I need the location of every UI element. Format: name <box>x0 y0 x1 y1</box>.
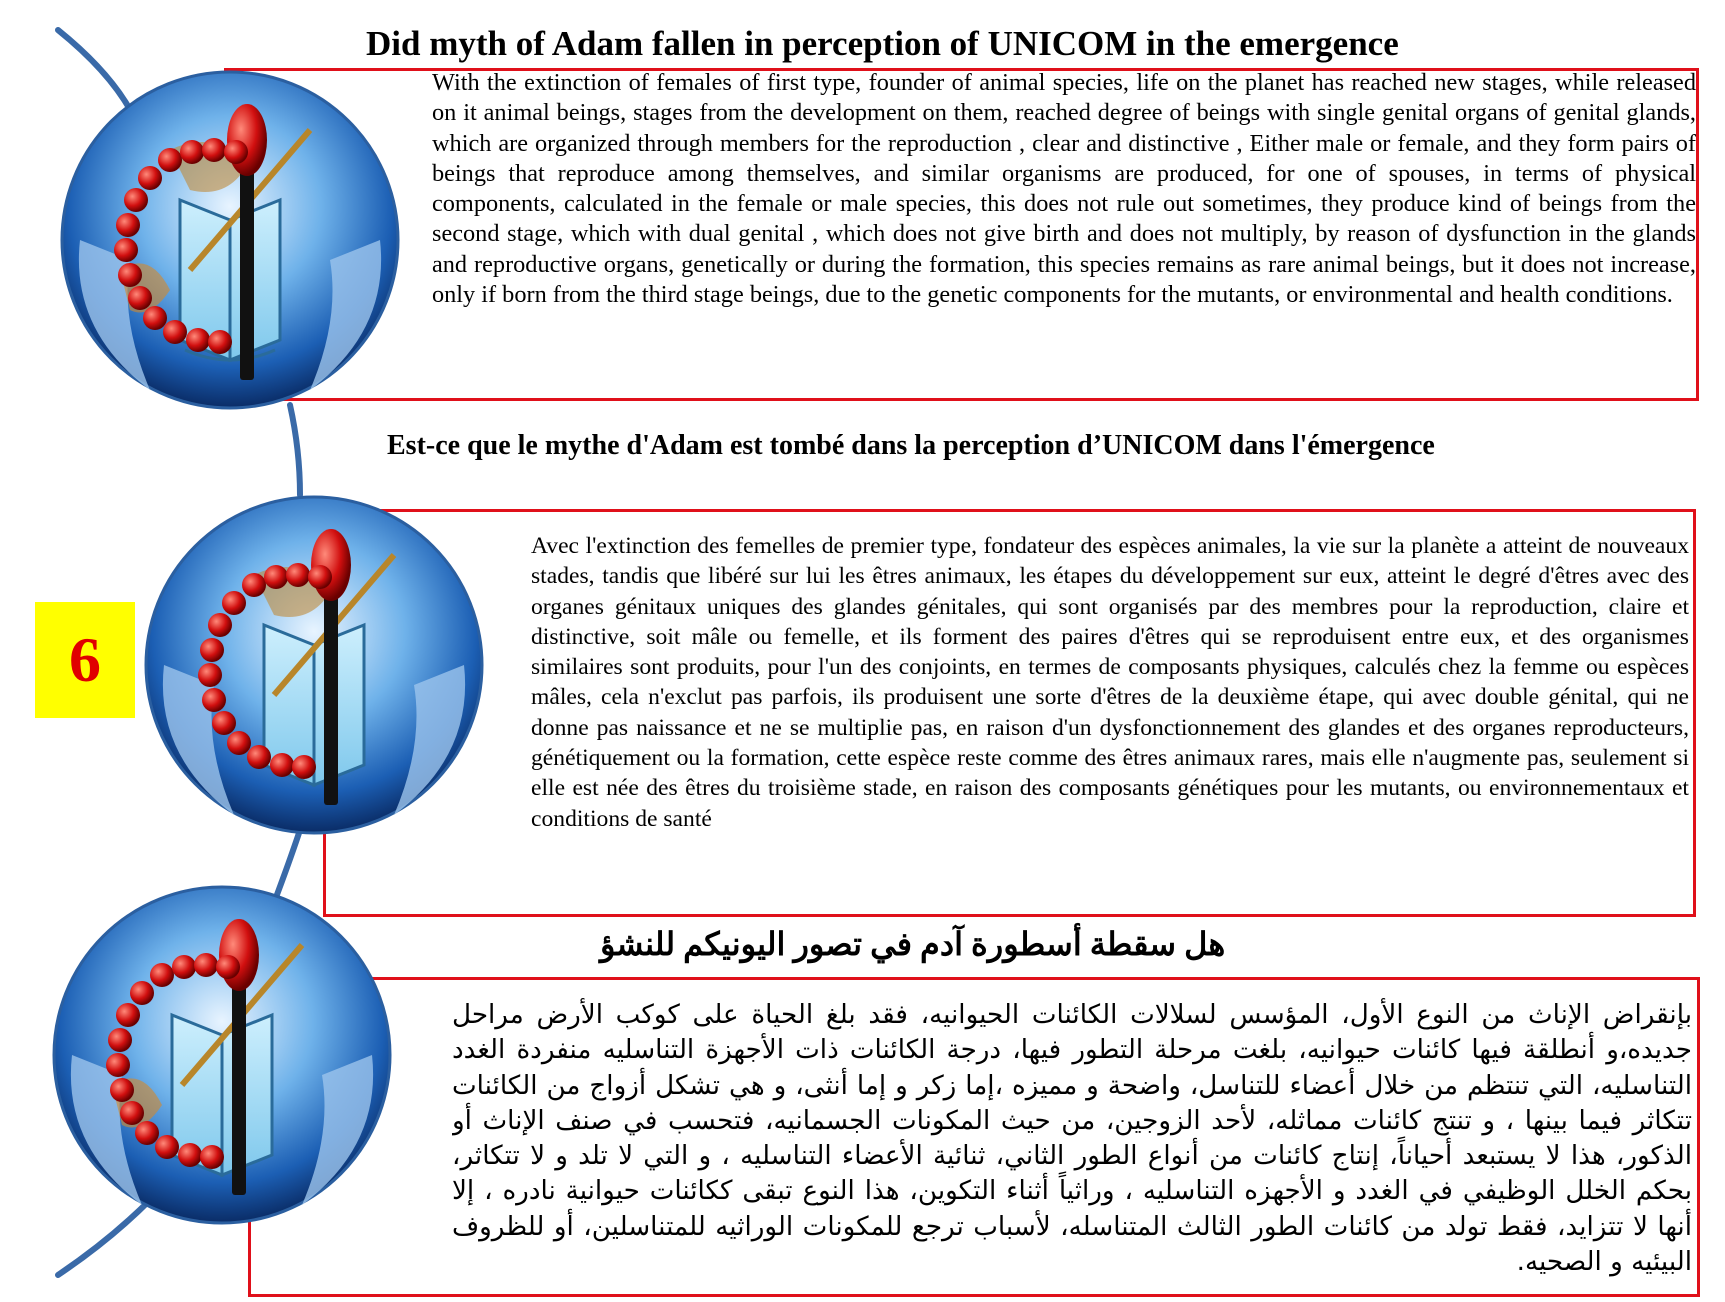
globe-emblem-icon <box>52 885 392 1225</box>
arabic-title: هل سقطة أسطورة آدم في تصور اليونيكم للنشؤ <box>600 926 1226 962</box>
page-number-badge: 6 <box>35 602 135 718</box>
french-title: Est-ce que le mythe d'Adam est tombé dans la perception d’UNICOM dans l'émergence <box>387 430 1435 461</box>
english-title: Did myth of Adam fallen in perception of UNICOM in the emergence <box>366 24 1399 63</box>
arabic-paragraph: بإنقراض الإناث من النوع الأول، المؤسس لسلالات الكائنات الحيوانيه، فقد بلغ الحياة على كوكب الأرض مراحل جديده،و أنطلقة فيها كائنات حيوانيه، بلغت مرحلة التطور فيها، درجة الكائنات ذات الأجهزة التناسليه منفردة الغدد التناسليه، التي تنتظم من خلال أعضاء للتناسل، واضحة و مميزه ،إما زكر و إما أنثى، و هي تشكل أزواج من الكائنات تتكاثر فيما بينها ، و تنتج كائنات مماثله، لأحد الزوجين، من حيث المكونات الجسمانيه، فتحسب في صنف الإناث أو الذكور، هذا لا يستبعد أحياناً، إنتاج كائنات من أنواع الطور الثاني، ثنائية الأعضاء التناسليه ، و التي لا تلد و لا تتكاثر، بحكم الخلل الوظيفي في الغدد و الأجهزه التناسليه ، وراثياً أثناء التكوين، هذا النوع تبقى ككائنات حيوانية نادره ، إلا أنها لا تتزايد، فقط تولد من كائنات الطور الثالث المتناسله، لأسباب ترجع للمكونات الوراثيه للمتناسلين، أو للظروف البيئيه و الصحيه. <box>452 1000 1692 1278</box>
globe-emblem-icon <box>60 70 400 410</box>
french-paragraph: Avec l'extinction des femelles de premier type, fondateur des espèces animales, la vie sur la planète a atteint de nouveaux stades, tandis que libéré sur lui les êtres animaux, les étapes du développement sur eux, atteint le degré d'êtres avec des organes génitaux uniques des glandes génitales, qui sont organisés par des membres pour la reproduction, claire et distinctive, soit mâle ou femelle, et ils forment des paires d'êtres qui se reproduisent entre eux, et des organismes similaires sont produits, pour l'un des conjoints, en termes de composants physiques, calculés chez la femme ou espèces mâles, cela n'exclut pas parfois, ils produisent une sorte d'êtres de la deuxième étape, qui avec double génital, qui ne donne pas naissance et ne se multiplie pas, en raison d'un dysfonctionnement des glandes et des organes reproducteurs, génétiquement ou la formation, cette espèce reste comme des êtres animaux rares, mais elle n'augmente pas, seulement si elle est née des êtres du troisième stade, en raison des composants génétiques pour les mutants, ou environnementaux et conditions de santé <box>531 533 1689 832</box>
globe-emblem-icon <box>144 495 484 835</box>
english-paragraph: With the extinction of females of first type, founder of animal species, life on the planet has reached new stages, while released on it animal beings, stages from the development on them, reached degree of beings with single genital organs of genital glands, which are organized through members for the reproduction , clear and distinctive , Either male or female, and they form pairs of beings that reproduce among themselves, and similar organisms are produced, for one of spouses, in terms of physical components, calculated in the female or male species, this does not rule out sometimes, they produce kind of beings from the second stage, which with dual genital , which does not give birth and does not multiply, by reason of dysfunction in the glands and reproductive organs, genetically or during the formation, this species remains as rare animal beings, but it does not increase, only if born from the third stage beings, due to the genetic components for the mutants, or environmental and health conditions. <box>432 69 1696 309</box>
